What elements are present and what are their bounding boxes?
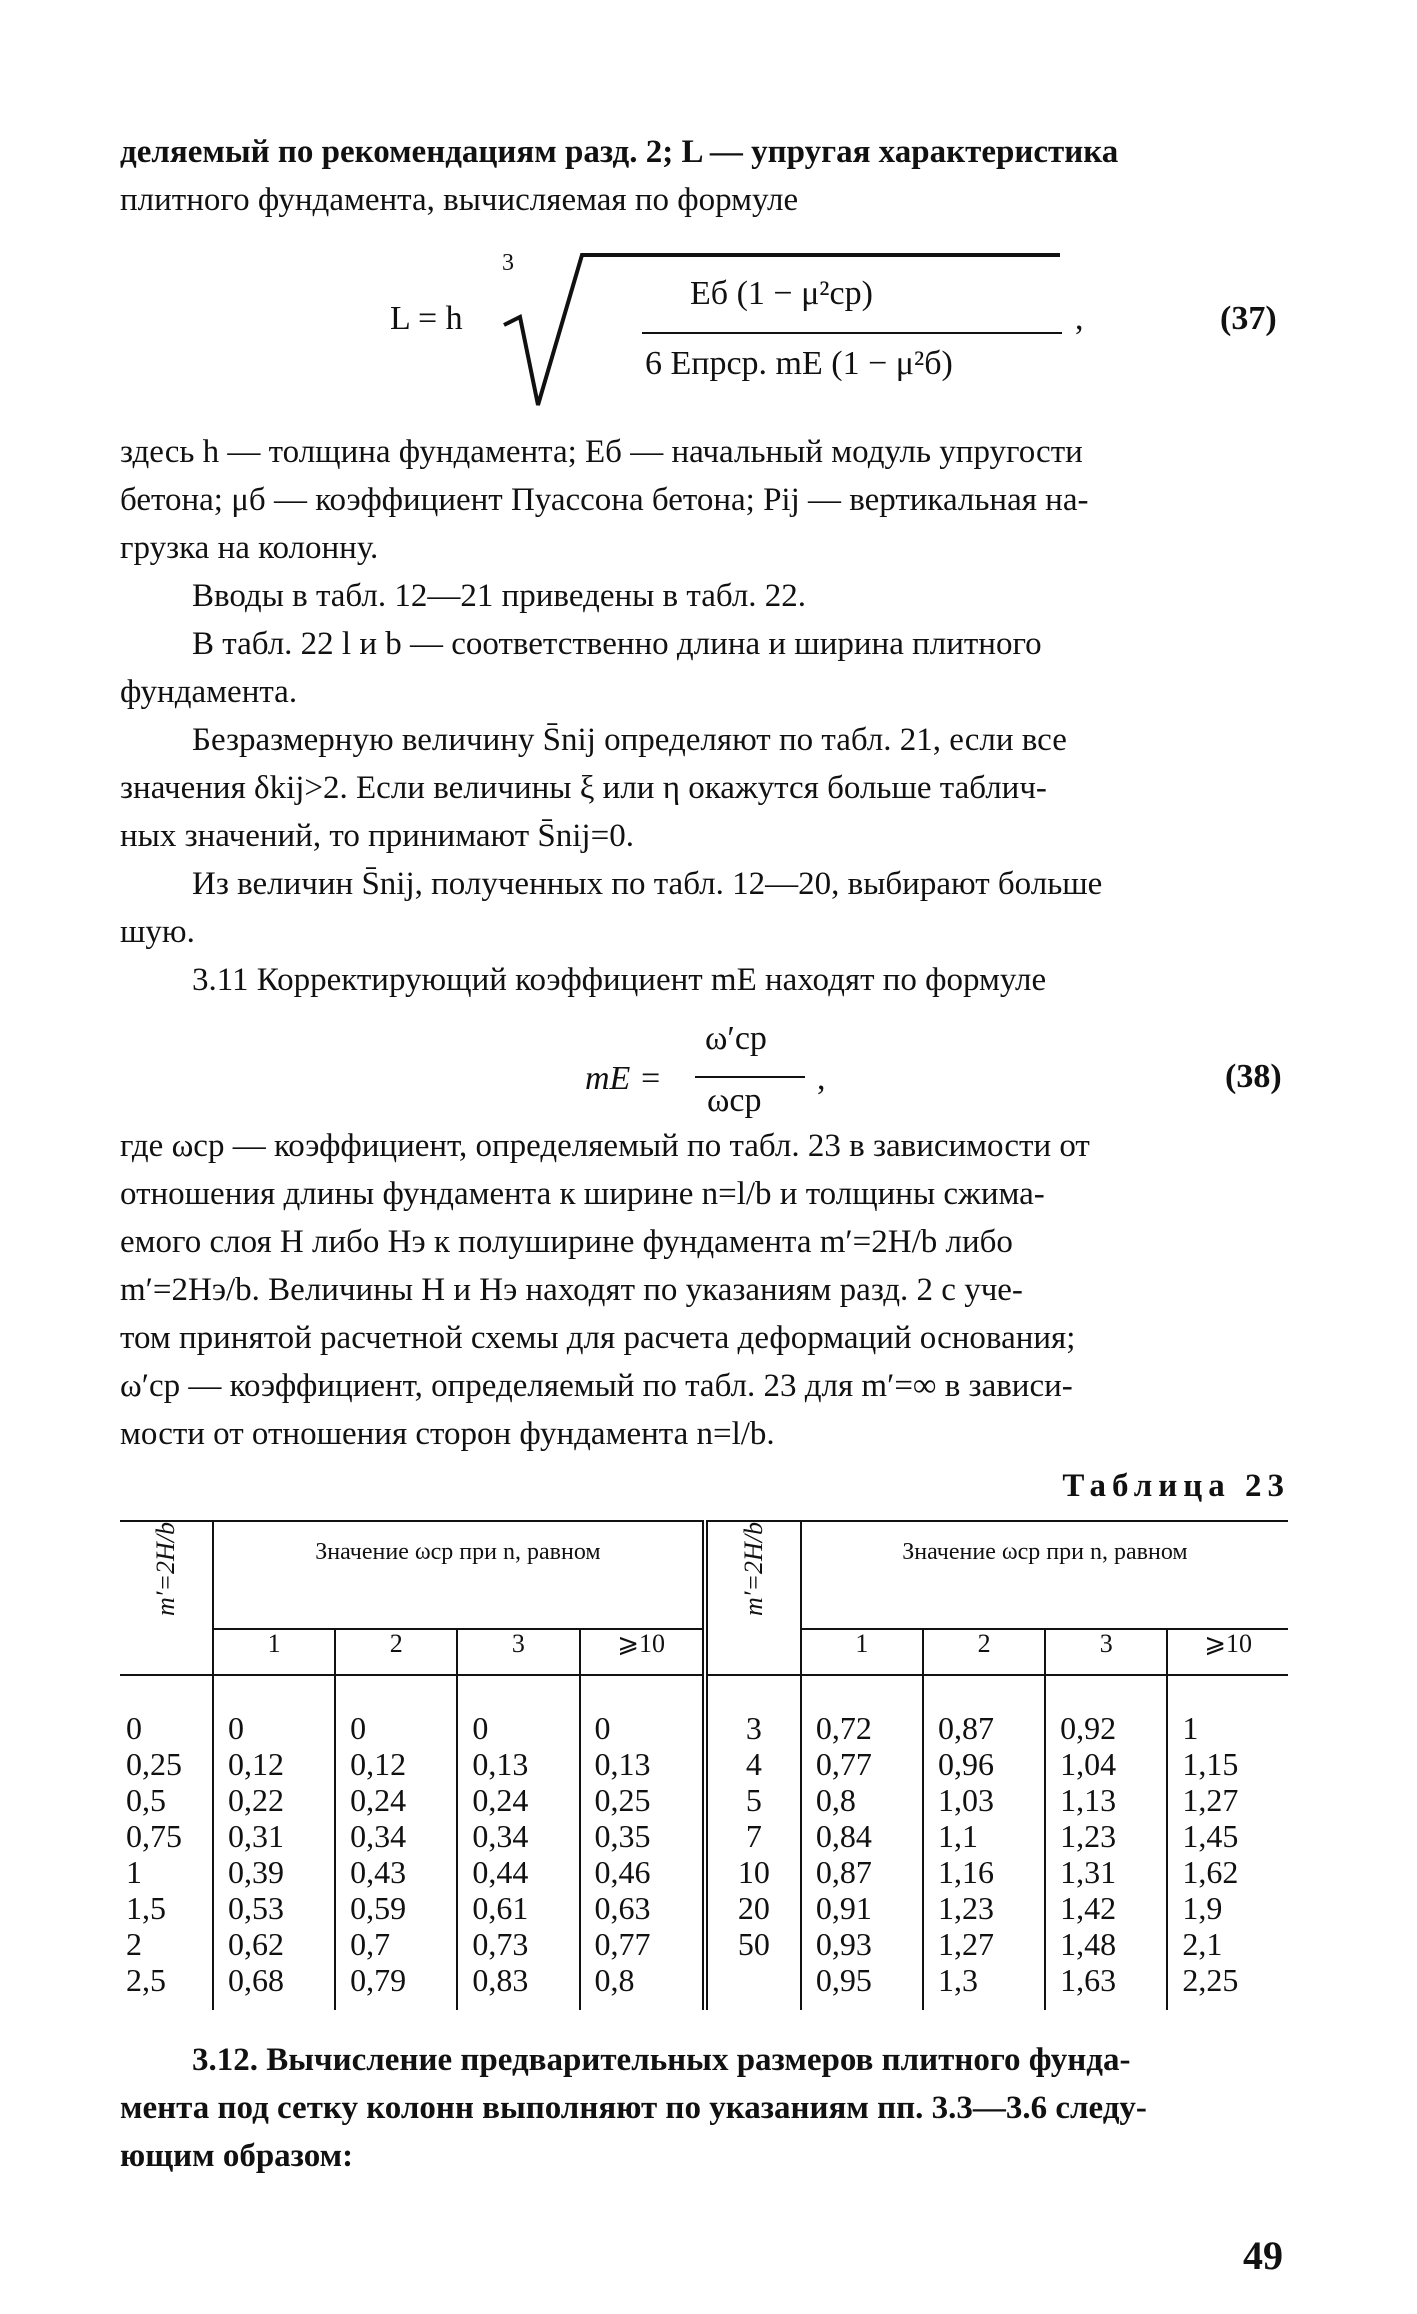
table-cell: 0,24 [472,1782,529,1818]
text-line: ω′ср — коэффициент, определяемый по табл. 23 для m′=∞ в зависи- [120,1368,1073,1404]
definitions-paragraph [120,428,1288,572]
n-header: 3 [1045,1629,1167,1675]
text-line: том принятой расчетной схемы для расчета деформаций основания; [120,1320,1076,1356]
table-cell: 10 [737,1854,770,1890]
values-column [457,1675,579,2010]
table-cell: 3 [745,1710,762,1746]
text-line: ных значений, то принимают S̄nij=0. [120,818,634,854]
text-line: здесь h — толщина фундамента; Eб — начальный модуль упругости [120,434,1083,470]
table-cell: 0,8 [815,1782,856,1818]
table-cell: 1,27 [1182,1782,1239,1818]
formula-lhs: L = h [390,300,463,337]
radical-sign-icon [502,245,1062,415]
text-line: Безразмерную величину S̄nij определяют по табл. 21, если все [192,722,1067,758]
table-cell: 1,42 [1060,1890,1117,1926]
table-cell: 4 [745,1746,762,1782]
table-cell: 0,12 [228,1746,284,1782]
text-line: бетона; μб — коэффициент Пуассона бетона; Pij — вертикальная на- [120,482,1089,518]
text-line: мости от отношения сторон фундамента n=l/b. [120,1416,775,1452]
text-line: отношения длины фундамента к ширине n=l/b и толщины сжима- [120,1176,1045,1212]
text-line: ющим образом: [120,2138,354,2174]
table-cell: 0,87 [815,1854,872,1890]
text-line: грузка на колонну. [120,530,379,566]
intro-paragraph [120,128,1288,224]
table-cell: 0,12 [350,1746,407,1782]
table-cell: 0,77 [594,1926,651,1962]
equation-number-38: (38) [1225,1058,1282,1095]
text-line: деляемый по рекомендациям разд. 2; L — упругая характеристика [120,134,1119,170]
table-cell: 0,77 [815,1746,872,1782]
table-cell: 0 [594,1710,611,1746]
table-cell: 1 [1182,1710,1199,1746]
values-column [923,1675,1045,2010]
table-cell: 1,16 [937,1854,994,1890]
text-line: емого слоя H либо Hэ к полуширине фундамента m′=2H/b либо [120,1224,1013,1260]
table-cell [714,1962,794,1998]
group-header-right: Значение ωср при n, равном [801,1521,1288,1629]
mprime-column-left [120,1675,213,2010]
table-cell: 0,7 [350,1926,391,1962]
table-cell: 0 [472,1710,489,1746]
selection-paragraph [120,860,1288,956]
inputs-paragraph [120,572,1288,620]
table-cell: 1,62 [1182,1854,1239,1890]
text-line: плитного фундамента, вычисляемая по формуле [120,182,799,218]
text-line: Из величин S̄nij, полученных по табл. 12—20, выбирают больше [192,866,1103,902]
dimensionless-paragraph [120,716,1288,860]
text-line: где ωср — коэффициент, определяемый по табл. 23 в зависимости от [120,1128,1090,1164]
table-cell: 0,53 [228,1890,284,1926]
table-cell: 2,25 [1182,1962,1239,1998]
table-cell: 0,91 [815,1890,872,1926]
formula-denominator: 6 Eпрср. mE (1 − μ²б) [645,345,953,382]
table-cell: 0,39 [228,1854,284,1890]
table-cell: 0 [350,1710,367,1746]
table-cell: 1,5 [126,1890,166,1926]
values-column [801,1675,923,2010]
table-cell: 0,84 [815,1818,872,1854]
mprime-header-right: m′=2H/b [705,1521,801,1675]
table-cell: 0,8 [594,1962,635,1998]
formula-trail: , [1075,300,1084,337]
values-column [580,1675,705,2010]
group-header-left: Значение ωср при n, равном [213,1521,705,1629]
page-number: 49 [1243,2233,1283,2278]
table-cell: 0,87 [937,1710,994,1746]
n-header: 2 [923,1629,1045,1675]
values-column [1167,1675,1288,2010]
formula-37 [390,245,1090,415]
text-line: фундамента. [120,674,298,710]
formula-lhs: mE = [585,1060,662,1097]
table-cell: 0,22 [228,1782,284,1818]
section-3-12 [120,2036,1288,2180]
table-cell: 0,63 [594,1890,651,1926]
table-cell: 50 [737,1926,770,1962]
section-3-11 [120,956,1288,1004]
text-line: 3.12. Вычисление предварительных размеров плитного фунда- [192,2042,1131,2078]
formula-denominator: ωср [707,1082,762,1119]
table-cell: 0 [126,1710,142,1746]
formula-trail: , [817,1060,826,1097]
table-cell: 5 [745,1782,762,1818]
n-header: 2 [335,1629,457,1675]
table-cell: 1,45 [1182,1818,1239,1854]
table-cell: 0,34 [350,1818,407,1854]
mprime-column-right [705,1675,801,2010]
table-cell: 1,27 [937,1926,994,1962]
table-caption: Таблица 23 [1062,1468,1290,1504]
text-line: m′=2Hэ/b. Величины H и Hэ находят по указаниям разд. 2 с уче- [120,1272,1023,1308]
table-cell: 0,61 [472,1890,529,1926]
table-cell: 0,46 [594,1854,651,1890]
n-header: 1 [801,1629,923,1675]
text-line: шую. [120,914,195,950]
n-header: 3 [457,1629,579,1675]
table-cell: 0,75 [126,1818,182,1854]
coefficient-paragraph [120,1122,1288,1458]
table-cell: 0,68 [228,1962,284,1998]
table-cell: 0,59 [350,1890,407,1926]
table-cell: 0,24 [350,1782,407,1818]
mprime-header-left: m′=2H/b [120,1521,213,1675]
table-cell: 0,13 [472,1746,529,1782]
equation-number-37: (37) [1220,300,1277,337]
table-cell: 2 [126,1926,142,1962]
fraction-bar-icon [695,1075,805,1079]
n-header: 1 [213,1629,335,1675]
table-cell: 0,44 [472,1854,529,1890]
n-header: ⩾10 [1167,1629,1288,1675]
formula-numerator: ω′ср [705,1020,767,1057]
root-index: 3 [502,250,514,276]
text-line: Вводы в табл. 12—21 приведены в табл. 22. [192,578,807,614]
table-cell: 1,03 [937,1782,994,1818]
table-cell: 0,35 [594,1818,651,1854]
table-cell: 0,62 [228,1926,284,1962]
table-cell: 1,9 [1182,1890,1223,1926]
table-cell: 1,31 [1060,1854,1117,1890]
table-cell: 1 [126,1854,142,1890]
table-cell: 2,5 [126,1962,166,1998]
table-cell: 1,23 [1060,1818,1117,1854]
table-cell: 0,31 [228,1818,284,1854]
table-cell: 0,79 [350,1962,407,1998]
table-cell: 0,25 [126,1746,182,1782]
values-column [1045,1675,1167,2010]
table-cell: 1,48 [1060,1926,1117,1962]
table-cell: 0,83 [472,1962,529,1998]
table-cell: 0,72 [815,1710,872,1746]
n-header: ⩾10 [580,1629,705,1675]
text-line: значения δkij>2. Если величины ξ или η окажутся больше таблич- [120,770,1047,806]
table-cell: 0,92 [1060,1710,1117,1746]
table-23 [120,1520,1288,2010]
formula-numerator: Eб (1 − μ²ср) [690,275,873,312]
table-cell: 1,15 [1182,1746,1239,1782]
table-cell: 1,23 [937,1890,994,1926]
table-cell: 0,25 [594,1782,651,1818]
table-cell: 0,95 [815,1962,872,1998]
table-cell: 0 [228,1710,244,1746]
table-cell: 1,3 [937,1962,978,1998]
table-cell: 20 [737,1890,770,1926]
table-cell: 1,04 [1060,1746,1117,1782]
text-line: В табл. 22 l и b — соответственно длина и ширина плитного [192,626,1042,662]
table-cell: 0,93 [815,1926,872,1962]
table-cell: 1,63 [1060,1962,1117,1998]
table-cell: 0,34 [472,1818,529,1854]
table-cell: 0,13 [594,1746,651,1782]
table-cell: 7 [745,1818,762,1854]
table-cell: 1,1 [937,1818,978,1854]
table-cell: 1,13 [1060,1782,1117,1818]
values-column [213,1675,335,2010]
table-cell: 0,5 [126,1782,166,1818]
text-line: мента под сетку колонн выполняют по указаниям пп. 3.3—3.6 следу- [120,2090,1147,2126]
table22-paragraph [120,620,1288,716]
values-column [335,1675,457,2010]
table-cell: 0,73 [472,1926,529,1962]
table-cell: 0,43 [350,1854,407,1890]
table-cell: 0,96 [937,1746,994,1782]
table-cell: 2,1 [1182,1926,1223,1962]
text-line: 3.11 Корректирующий коэффициент mE находят по формуле [192,962,1047,998]
